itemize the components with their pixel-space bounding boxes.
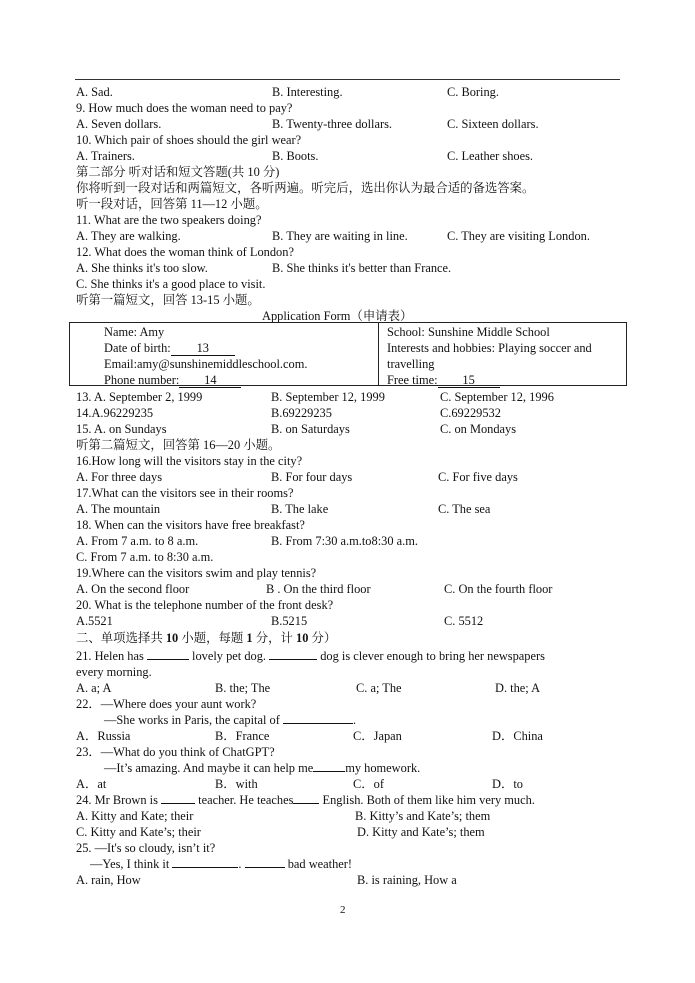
option: C. On the fourth floor <box>444 582 553 596</box>
option: A．at <box>76 777 107 791</box>
section-heading: 第二部分 听对话和短文答题(共 10 分) <box>76 165 280 179</box>
section-mid: 小题，每题 <box>181 631 244 645</box>
question <box>76 792 535 808</box>
form-dob-label: Date of birth: <box>104 341 171 355</box>
blank <box>147 659 189 660</box>
blank <box>245 867 285 868</box>
form-free-label: Free time: <box>387 373 438 387</box>
option: B. From 7:30 a.m.to8:30 a.m. <box>271 534 418 548</box>
question: 19.Where can the visitors swim and play tennis? <box>76 566 317 580</box>
option: C. She thinks it's a good place to visit. <box>76 277 266 291</box>
option: C. on Mondays <box>440 422 517 436</box>
q21-text: lovely pet dog. <box>192 649 267 663</box>
option: B. Interesting. <box>272 85 343 99</box>
question: 9. How much does the woman need to pay? <box>76 101 293 115</box>
option: C. Boring. <box>447 85 499 99</box>
q23-text: —It’s amazing. And maybe it can help me <box>104 761 314 775</box>
option: C. The sea <box>438 502 491 516</box>
option: B. For four days <box>271 470 353 484</box>
option: A. From 7 a.m. to 8 a.m. <box>76 534 199 548</box>
option: C. Sixteen dollars. <box>447 117 539 131</box>
question: 20. What is the telephone number of the front desk? <box>76 598 334 612</box>
option: A.5521 <box>76 614 113 628</box>
option: C. They are visiting London. <box>447 229 590 243</box>
option: B. Twenty-three dollars. <box>272 117 393 131</box>
question: 23．—What do you think of ChatGPT? <box>76 745 275 759</box>
section-points-each: 1 <box>246 631 253 645</box>
form-dob <box>104 340 235 356</box>
form-phone-label: Phone number: <box>104 373 180 387</box>
question: 11. What are the two speakers doing? <box>76 213 262 227</box>
blank <box>283 723 353 724</box>
blank-15: 15 <box>438 373 500 388</box>
option: B. The lake <box>271 502 329 516</box>
form-school: School: Sunshine Middle School <box>387 325 550 339</box>
q22-end: . <box>352 713 357 727</box>
option: B.69229235 <box>271 406 332 420</box>
question: 25. —It's so cloudy, isn’t it? <box>76 841 216 855</box>
blank <box>161 803 195 804</box>
option: A. a; A <box>76 681 112 695</box>
option: B．with <box>215 777 258 791</box>
option: A．Russia <box>76 729 131 743</box>
question: 22．—Where does your aunt work? <box>76 697 257 711</box>
option: C. September 12, 1996 <box>440 390 554 404</box>
option: A. On the second floor <box>76 582 190 596</box>
option: A. Seven dollars. <box>76 117 162 131</box>
section-count: 10 <box>165 631 179 645</box>
q24-text: teacher. He teaches <box>198 793 294 807</box>
form-email: Email:amy@sunshinemiddleschool.com. <box>104 357 308 371</box>
q24-text: 24. Mr Brown is <box>76 793 158 807</box>
section-suffix: 分） <box>311 631 337 645</box>
blank-13: 13 <box>171 341 235 356</box>
option: A. rain, How <box>76 873 141 887</box>
q23-text: my homework. <box>345 761 421 775</box>
option: B. Kitty’s and Kate’s; them <box>355 809 491 823</box>
option: B. She thinks it's better than France. <box>272 261 452 275</box>
question: 18. When can the visitors have free breakfast? <box>76 518 305 532</box>
option: B. They are waiting in line. <box>272 229 408 243</box>
blank-14: 14 <box>179 373 241 388</box>
q25-text: bad weather! <box>287 857 353 871</box>
option: C. Kitty and Kate’s; their <box>76 825 201 839</box>
option: C. a; The <box>356 681 402 695</box>
question-cont <box>104 712 356 728</box>
option: B. Boots. <box>272 149 319 163</box>
option: 13. A. September 2, 1999 <box>76 390 203 404</box>
instruction: 听第二篇短文，回答第 16—20 小题。 <box>76 438 281 452</box>
blank <box>172 867 238 868</box>
header-rule <box>75 79 620 80</box>
question: 17.What can the visitors see in their rooms? <box>76 486 294 500</box>
q24-text: English. Both of them like him very much. <box>322 793 535 807</box>
option: A. The mountain <box>76 502 161 516</box>
option: C. For five days <box>438 470 518 484</box>
instruction: 听第一篇短文，回答 13-15 小题。 <box>76 293 260 307</box>
option: A. Kitty and Kate; their <box>76 809 194 823</box>
option: B. on Saturdays <box>271 422 350 436</box>
option: A. For three days <box>76 470 163 484</box>
option: C．of <box>353 777 384 791</box>
option: D. Kitty and Kate’s; them <box>357 825 485 839</box>
form-title: Application Form（申请表） <box>262 309 413 323</box>
option: B. the; The <box>215 681 271 695</box>
blank <box>269 659 317 660</box>
question-cont: every morning. <box>76 665 152 679</box>
option: C. 5512 <box>444 614 484 628</box>
option: A. Sad. <box>76 85 113 99</box>
option: A. They are walking. <box>76 229 181 243</box>
option: C. From 7 a.m. to 8:30 a.m. <box>76 550 214 564</box>
option: 14.A.96229235 <box>76 406 154 420</box>
section-mid: 分，计 <box>255 631 293 645</box>
question-cont <box>104 760 420 776</box>
option: A. Trainers. <box>76 149 135 163</box>
section-heading <box>76 630 336 646</box>
section-prefix: 二、单项选择共 <box>76 631 163 645</box>
option: C.69229532 <box>440 406 501 420</box>
question: 16.How long will the visitors stay in the city? <box>76 454 303 468</box>
question <box>76 648 545 664</box>
option: A. She thinks it's too slow. <box>76 261 208 275</box>
question-cont <box>90 856 352 872</box>
instruction: 你将听到一段对话和两篇短文，各听两遍。听完后，选出你认为最合适的备选答案。 <box>76 181 535 195</box>
option: D. the; A <box>495 681 541 695</box>
form-divider <box>378 322 379 386</box>
option: B.5215 <box>271 614 308 628</box>
option: B . On the third floor <box>266 582 371 596</box>
form-interests-cont: travelling <box>387 357 435 371</box>
form-free-time <box>387 372 500 388</box>
question: 12. What does the woman think of London? <box>76 245 294 259</box>
option: D．China <box>492 729 543 743</box>
option: B．France <box>215 729 270 743</box>
option: C．Japan <box>353 729 402 743</box>
form-interests: Interests and hobbies: Playing soccer and <box>387 341 592 355</box>
q22-text: —She works in Paris, the capital of <box>104 713 280 727</box>
option: D．to <box>492 777 523 791</box>
blank <box>293 803 319 804</box>
q25-text: . <box>238 857 242 871</box>
question: 10. Which pair of shoes should the girl wear? <box>76 133 302 147</box>
page-number: 2 <box>340 904 346 916</box>
option: C. Leather shoes. <box>447 149 534 163</box>
form-phone <box>104 372 241 388</box>
option: B. is raining, How a <box>357 873 457 887</box>
form-name: Name: Amy <box>104 325 165 339</box>
q21-text: 21. Helen has <box>76 649 144 663</box>
q25-text: —Yes, I think it <box>90 857 170 871</box>
blank <box>313 771 345 772</box>
option: B. September 12, 1999 <box>271 390 385 404</box>
instruction: 听一段对话，回答第 11—12 小题。 <box>76 197 268 211</box>
section-total: 10 <box>296 631 309 645</box>
option: 15. A. on Sundays <box>76 422 167 436</box>
q21-text: dog is clever enough to bring her newspapers <box>320 649 545 663</box>
